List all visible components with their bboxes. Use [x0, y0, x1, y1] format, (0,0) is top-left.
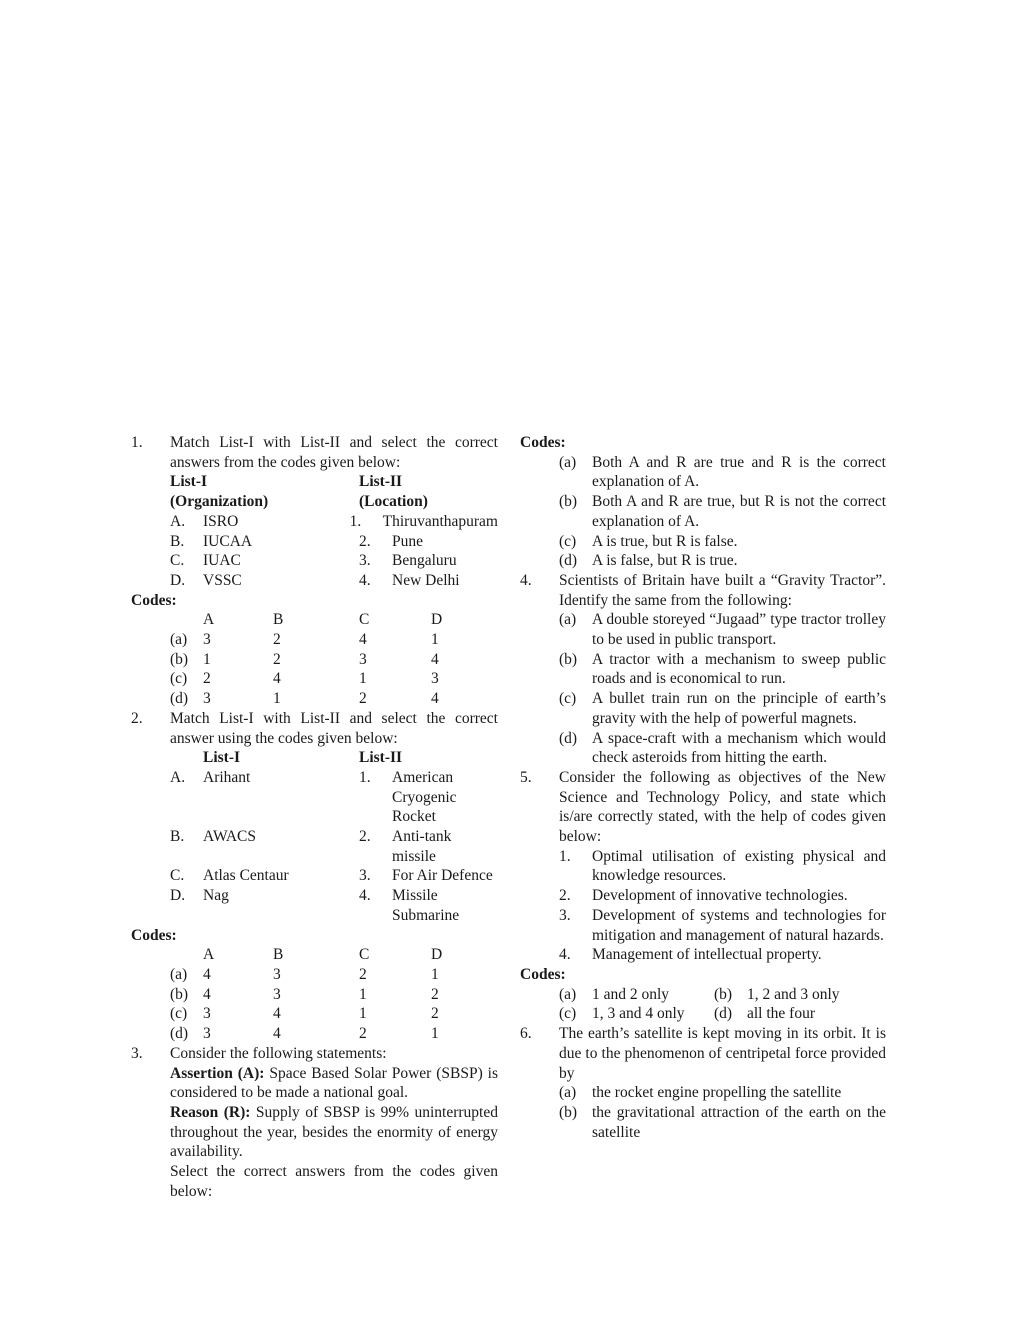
- row-value: IUAC: [203, 552, 241, 570]
- code-value: 1: [431, 1025, 439, 1043]
- answer-option: [559, 1083, 886, 1103]
- option-text: 1, 3 and 4 only: [592, 1005, 685, 1023]
- option-key: (b): [170, 650, 189, 668]
- option-text: A bullet train run on the principle of earth’s gravity with the help of powerful magnets.: [592, 690, 886, 727]
- assertion-text: Space Based Solar Power (SBSP) is considered to be made a national goal.: [170, 1064, 498, 1102]
- codes-label: Codes:: [520, 965, 566, 983]
- codes-row: [170, 1024, 498, 1044]
- option-key: (d): [170, 1025, 189, 1043]
- row-value: American Cryogenic Rocket: [392, 768, 457, 826]
- row-key: 2.: [359, 828, 371, 846]
- codes-col-header: D: [431, 946, 443, 964]
- option-key: (b): [559, 1103, 578, 1121]
- option-text: all the four: [747, 1005, 816, 1023]
- question-number: 4.: [520, 571, 532, 589]
- assertion-label: Assertion (A):: [170, 1064, 265, 1082]
- option-text: Both A and R are true and R is the correct explanation of A.: [592, 453, 886, 491]
- answer-option: [559, 453, 886, 492]
- match-row: [170, 571, 498, 591]
- row-key: B.: [170, 532, 185, 550]
- right-column: [520, 433, 886, 1142]
- statement-item: [559, 847, 886, 886]
- codes-row: [170, 630, 498, 650]
- option-text: 1 and 2 only: [592, 985, 670, 1003]
- codes-row: [170, 985, 498, 1005]
- item-text: Management of intellectual property.: [592, 946, 822, 964]
- row-value: Bengaluru: [392, 552, 457, 570]
- answer-option: [559, 492, 886, 531]
- match-row: [170, 532, 498, 552]
- option-key: (d): [170, 690, 189, 708]
- row-key: A.: [170, 768, 186, 786]
- codes-col-header: C: [359, 611, 370, 629]
- option-text: A space-craft with a mechanism which would check asteroids from hitting the earth.: [592, 729, 886, 767]
- question-number: 2.: [131, 709, 143, 727]
- option-key: (a): [559, 985, 577, 1003]
- question-instruction: Select the correct answers from the codes given below:: [170, 1163, 498, 1200]
- codes-label: Codes:: [131, 591, 177, 609]
- question-number: 3.: [131, 1044, 143, 1062]
- statement-item: [559, 886, 886, 906]
- option-key: (c): [559, 1005, 577, 1023]
- answer-option: [559, 532, 886, 552]
- row-key: 4.: [359, 887, 371, 905]
- question-intro: Consider the following statements:: [170, 1044, 387, 1062]
- row-value: Arihant: [203, 768, 251, 786]
- code-value: 2: [273, 650, 281, 668]
- question-text: The earth’s satellite is kept moving in its orbit. It is due to the phenomenon of centripetal force provided by: [559, 1025, 886, 1082]
- option-text: A double storeyed “Jugaad” type tractor trolley to be used in public transport.: [592, 611, 886, 649]
- code-value: 4: [359, 631, 367, 649]
- option-key: (c): [170, 1005, 188, 1023]
- codes-table: [131, 610, 498, 709]
- code-value: 3: [273, 965, 281, 983]
- option-text: A is false, but R is true.: [592, 552, 738, 570]
- item-key: 1.: [559, 847, 571, 865]
- code-value: 2: [273, 631, 281, 649]
- code-value: 2: [431, 985, 439, 1003]
- code-value: 1: [359, 985, 367, 1003]
- list-2-heading: List-II: [359, 749, 403, 767]
- code-value: 4: [273, 670, 281, 688]
- codes-row: [170, 1004, 498, 1024]
- answer-option: [559, 551, 886, 571]
- item-text: Development of systems and technologies for mitigation and management of natural hazards.: [592, 906, 886, 944]
- codes-table: [131, 945, 498, 1044]
- question-text: Match List-I with List-II and select the correct answers from the codes given below:: [170, 434, 498, 471]
- item-key: 3.: [559, 906, 571, 924]
- option-key: (a): [559, 1084, 577, 1102]
- option-key: (b): [170, 985, 189, 1003]
- code-value: 2: [359, 690, 367, 708]
- code-value: 3: [359, 650, 367, 668]
- answer-option: [559, 1103, 886, 1142]
- row-key: A.: [170, 512, 186, 530]
- option-key: (b): [714, 985, 733, 1003]
- question-4: [520, 571, 886, 768]
- code-value: 4: [431, 690, 439, 708]
- option-text: A is true, but R is false.: [592, 532, 738, 550]
- question-text: Consider the following as objectives of the New Science and Technology Policy, and state which is/are correctly stated, with the help of codes given below:: [559, 768, 886, 846]
- option-text: 1, 2 and 3 only: [747, 985, 840, 1003]
- row-value: Atlas Centaur: [203, 867, 289, 885]
- code-value: 1: [431, 965, 439, 983]
- code-value: 1: [359, 1005, 367, 1023]
- row-key: C.: [170, 552, 185, 570]
- option-key: (c): [559, 532, 577, 550]
- row-value: Nag: [203, 887, 229, 905]
- row-value: VSSC: [203, 571, 242, 589]
- left-column: [131, 433, 498, 1201]
- code-value: 4: [273, 1025, 281, 1043]
- code-value: 2: [431, 1005, 439, 1023]
- option-key: (b): [559, 650, 578, 668]
- list-header: [170, 748, 498, 768]
- answer-option: [559, 610, 886, 649]
- code-value: 3: [203, 1005, 211, 1023]
- list-subheader: [170, 492, 498, 512]
- row-key: 2.: [359, 532, 371, 550]
- row-key: D.: [170, 571, 186, 589]
- question-number: 1.: [131, 434, 143, 451]
- option-key: (a): [559, 611, 577, 629]
- option-key: (c): [559, 690, 577, 708]
- match-row: [170, 866, 498, 886]
- question-6: [520, 1024, 886, 1142]
- answer-options: [520, 985, 886, 1024]
- question-text: Match List-I with List-II and select the correct answer using the codes given below:: [170, 709, 498, 747]
- row-value: Missile Submarine: [392, 887, 460, 924]
- code-value: 4: [431, 650, 439, 668]
- row-value: IUCAA: [203, 532, 253, 550]
- item-key: 4.: [559, 946, 571, 964]
- statement-item: [559, 906, 886, 945]
- codes-col-header: B: [273, 611, 284, 629]
- answer-option-row: [559, 985, 886, 1005]
- codes-row: [170, 669, 498, 689]
- option-key: (d): [714, 1005, 733, 1023]
- row-key: 3.: [359, 867, 371, 885]
- codes-label: Codes:: [520, 434, 566, 451]
- code-value: 1: [431, 631, 439, 649]
- option-key: (a): [170, 965, 188, 983]
- row-key: D.: [170, 887, 186, 905]
- option-text: A tractor with a mechanism to sweep public roads and is economical to run.: [592, 650, 886, 688]
- answer-option: [559, 689, 886, 728]
- assertion: [170, 1064, 498, 1103]
- codes-row: [170, 965, 498, 985]
- code-value: 2: [359, 1025, 367, 1043]
- option-key: (a): [170, 631, 188, 649]
- match-row: [170, 512, 498, 532]
- option-text: Both A and R are true, but R is not the correct explanation of A.: [592, 493, 886, 530]
- codes-col-header: A: [203, 611, 215, 629]
- match-row: [170, 886, 498, 925]
- row-value: Thiruvanthapuram: [382, 512, 498, 530]
- code-value: 1: [273, 690, 281, 708]
- codes-row: [170, 650, 498, 670]
- row-key: B.: [170, 828, 185, 846]
- answer-option: [559, 650, 886, 689]
- question-2: [131, 709, 498, 926]
- reason-label: Reason (R):: [170, 1103, 251, 1121]
- list-2-heading: List-II: [359, 473, 403, 491]
- list-1-heading: List-I: [170, 473, 208, 491]
- question-3: [131, 1044, 498, 1202]
- item-key: 2.: [559, 887, 571, 905]
- option-text: the gravitational attraction of the earth on the satellite: [592, 1103, 886, 1141]
- match-row: [170, 551, 498, 571]
- code-value: 3: [431, 670, 439, 688]
- match-row: [170, 768, 498, 827]
- codes-col-header: B: [273, 946, 284, 964]
- match-row: [170, 827, 498, 866]
- question-number: 5.: [520, 768, 532, 786]
- question-1: [131, 433, 498, 591]
- code-value: 4: [273, 1005, 281, 1023]
- code-value: 2: [359, 965, 367, 983]
- row-key: 1.: [359, 768, 371, 786]
- list-2-subheading: (Location): [359, 493, 428, 511]
- list-1-heading: List-I: [203, 749, 241, 767]
- reason: [170, 1103, 498, 1162]
- list-1-subheading: (Organization): [170, 493, 269, 511]
- row-value: For Air Defence: [392, 867, 493, 885]
- answer-option-row: [559, 1004, 886, 1024]
- option-key: (a): [559, 453, 577, 471]
- row-key: 1.: [349, 512, 362, 530]
- option-key: (d): [559, 729, 578, 747]
- code-value: 3: [203, 690, 211, 708]
- item-text: Development of innovative technologies.: [592, 887, 848, 905]
- codes-col-header: A: [203, 946, 215, 964]
- option-key: (c): [170, 670, 188, 688]
- code-value: 3: [203, 631, 211, 649]
- code-value: 2: [203, 670, 211, 688]
- code-value: 4: [203, 985, 211, 1003]
- option-key: (b): [559, 493, 578, 511]
- reason-text: Supply of SBSP is 99% uninterrupted throughout the year, besides the enormity of energy availability.: [170, 1103, 498, 1161]
- code-value: 4: [203, 965, 211, 983]
- row-value: AWACS: [203, 828, 257, 846]
- row-value: ISRO: [203, 512, 239, 530]
- row-key: C.: [170, 867, 185, 885]
- option-text: the rocket engine propelling the satellite: [592, 1084, 842, 1102]
- code-value: 3: [203, 1025, 211, 1043]
- question-5: [520, 768, 886, 965]
- item-text: Optimal utilisation of existing physical and knowledge resources.: [592, 847, 886, 885]
- answer-options: [520, 453, 886, 571]
- row-value: New Delhi: [392, 571, 460, 589]
- statement-item: [559, 945, 886, 965]
- question-number: 6.: [520, 1025, 532, 1043]
- code-value: 3: [273, 985, 281, 1003]
- codes-label: Codes:: [131, 926, 177, 944]
- row-key: 3.: [359, 552, 371, 570]
- codes-header-row: [170, 610, 498, 630]
- row-value: Pune: [392, 532, 423, 550]
- codes-header-row: [170, 945, 498, 965]
- row-value: Anti-tank missile: [392, 828, 452, 865]
- code-value: 1: [203, 650, 211, 668]
- code-value: 1: [359, 670, 367, 688]
- codes-col-header: C: [359, 946, 370, 964]
- answer-option: [559, 729, 886, 768]
- question-text: Scientists of Britain have built a “Gravity Tractor”. Identify the same from the following:: [559, 571, 886, 609]
- option-key: (d): [559, 552, 578, 570]
- codes-row: [170, 689, 498, 709]
- list-header: [170, 472, 498, 492]
- codes-col-header: D: [431, 611, 443, 629]
- row-key: 4.: [359, 571, 371, 589]
